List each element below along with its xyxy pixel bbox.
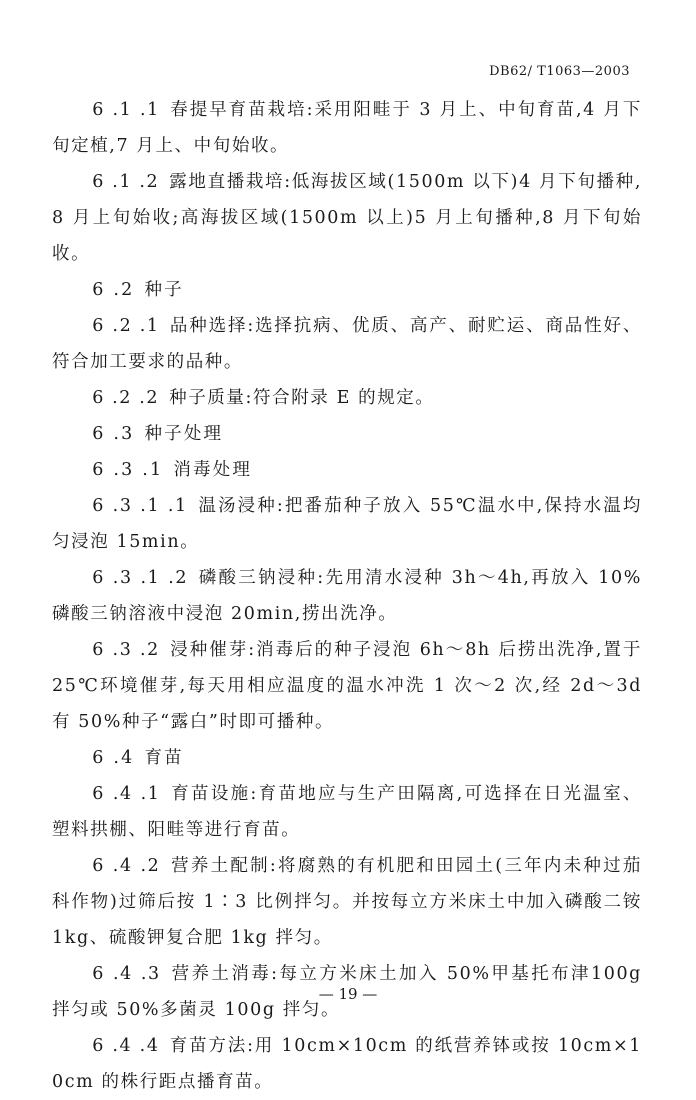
section-text: 消毒处理 [173, 460, 253, 480]
heading-6-2 [52, 272, 642, 308]
section-number: 6 .3 .1 .2 [92, 568, 189, 588]
section-text: 品种选择:选择抗病、优质、高产、耐贮运、商品性好、符合加工要求的品种。 [52, 316, 642, 372]
paragraph-6-2-1 [52, 308, 642, 380]
section-text: 育苗方法:用 10cm×10cm 的纸营养钵或按 10cm×10cm 的株行距点播育苗。 [52, 1036, 642, 1092]
section-text: 育苗设施:育苗地应与生产田隔离,可选择在日光温室、塑料拱棚、阳畦等进行育苗。 [52, 784, 642, 840]
heading-6-4 [52, 740, 642, 776]
section-number: 6 .3 .2 [92, 640, 160, 660]
section-number: 6 .4 [92, 748, 135, 768]
section-text: 春提早育苗栽培:采用阳畦于 3 月上、中旬育苗,4 月下旬定植,7 月上、中旬始收。 [52, 100, 642, 156]
paragraph-6-3-1-2 [52, 560, 642, 632]
section-number: 6 .2 [92, 280, 135, 300]
document-body [52, 92, 642, 1100]
section-text: 种子 [144, 280, 184, 300]
section-number: 6 .3 [92, 424, 135, 444]
section-text: 营养土配制:将腐熟的有机肥和田园土(三年内未种过茄科作物)过筛后按 1∶3 比例拌匀。并按每立方米床土中加入磷酸二铵 1kg、硫酸钾复合肥 1kg 拌匀。 [52, 856, 642, 948]
heading-6-3 [52, 416, 642, 452]
section-text: 育苗 [144, 748, 184, 768]
paragraph-6-3-2 [52, 632, 642, 740]
section-number: 6 .3 .1 [92, 460, 164, 480]
heading-6-3-1 [52, 452, 642, 488]
section-text: 温汤浸种:把番茄种子放入 55℃温水中,保持水温均匀浸泡 15min。 [52, 496, 642, 552]
section-number: 6 .4 .3 [92, 964, 161, 984]
section-number: 6 .1 .1 [92, 100, 160, 120]
paragraph-6-2-2 [52, 380, 642, 416]
paragraph-6-3-1-1 [52, 488, 642, 560]
page-number: — 19 — [318, 985, 378, 1003]
section-text: 露地直播栽培:低海拔区域(1500m 以下)4 月下旬播种,8 月上旬始收;高海拔区域(1500m 以上)5 月上旬播种,8 月下旬始收。 [52, 172, 642, 264]
section-number: 6 .3 .1 .1 [92, 496, 188, 516]
section-text: 浸种催芽:消毒后的种子浸泡 6h～8h 后捞出洗净,置于 25℃环境催芽,每天用相应温度的温水冲洗 1 次～2 次,经 2d～3d 有 50%种子“露白”时即可播种。 [52, 640, 642, 732]
paragraph-6-4-2 [52, 848, 642, 956]
paragraph-6-1-2 [52, 164, 642, 272]
section-number: 6 .4 .1 [92, 784, 161, 804]
paragraph-6-4-4 [52, 1028, 642, 1100]
paragraph-6-1-1 [52, 92, 642, 164]
standard-code: DB62/ T1063—2003 [489, 64, 630, 79]
paragraph-6-4-1 [52, 776, 642, 848]
section-number: 6 .4 .2 [92, 856, 161, 876]
section-number: 6 .2 .2 [92, 388, 160, 408]
section-text: 营养土消毒:每立方米床土加入 50%甲基托布津100g 拌匀或 50%多菌灵 100g 拌匀。 [52, 964, 642, 1020]
section-number: 6 .2 .1 [92, 316, 160, 336]
section-number: 6 .1 .2 [92, 172, 160, 192]
section-number: 6 .4 .4 [92, 1036, 160, 1056]
section-text: 种子处理 [144, 424, 224, 444]
section-text: 磷酸三钠浸种:先用清水浸种 3h～4h,再放入 10%磷酸三钠溶液中浸泡 20min,捞出洗净。 [52, 568, 642, 624]
section-text: 种子质量:符合附录 E 的规定。 [169, 388, 435, 408]
